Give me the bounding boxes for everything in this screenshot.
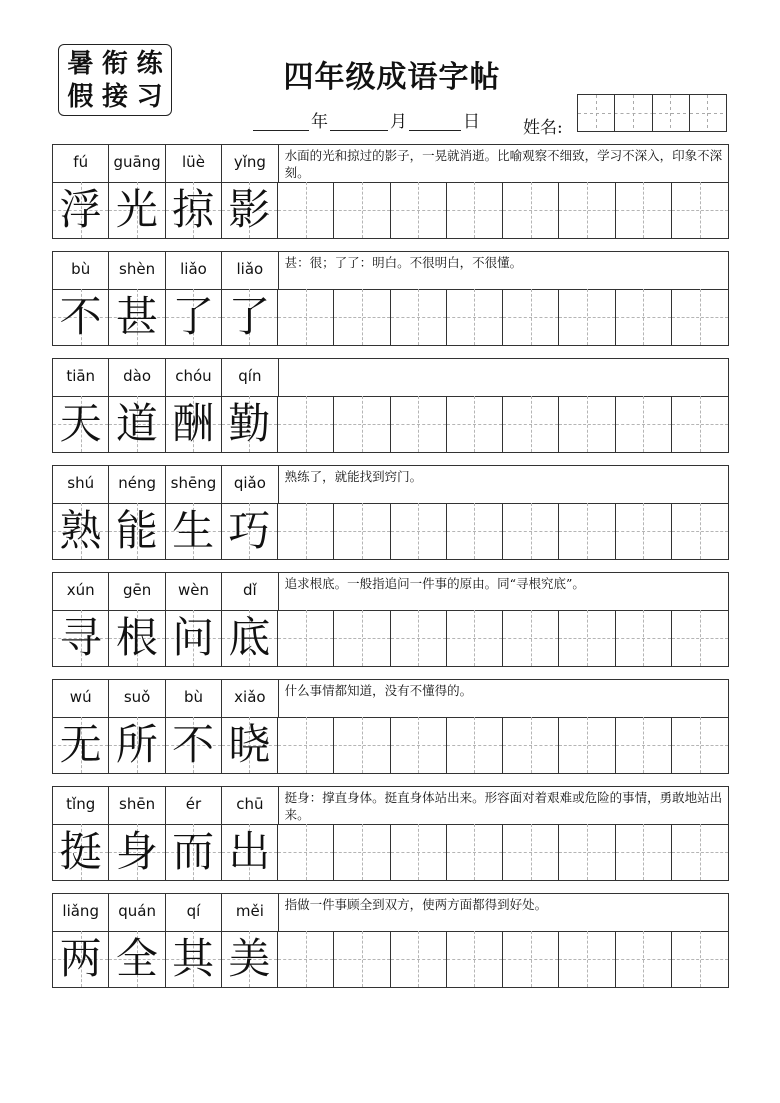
pinyin-cell: dào	[109, 359, 165, 396]
name-grid[interactable]	[577, 94, 727, 132]
badge-char: 练	[136, 48, 163, 79]
pinyin-cell: bù	[53, 252, 109, 289]
model-character: 了	[228, 292, 271, 341]
model-character: 寻	[59, 613, 102, 662]
pinyin-cell: dǐ	[222, 573, 278, 610]
practice-cell[interactable]	[391, 503, 447, 559]
model-character-cell	[222, 503, 278, 559]
character-row	[53, 931, 728, 987]
practice-cell[interactable]	[278, 289, 334, 345]
practice-cell[interactable]	[616, 503, 672, 559]
pinyin-cell: suǒ	[109, 680, 165, 717]
practice-cell[interactable]	[559, 717, 615, 773]
character-row	[53, 396, 728, 452]
practice-cell[interactable]	[616, 824, 672, 880]
practice-cell[interactable]	[334, 503, 390, 559]
pinyin-row	[53, 680, 728, 718]
model-character-cell	[109, 503, 165, 559]
model-character: 出	[228, 827, 271, 876]
model-character: 根	[115, 613, 158, 662]
model-character: 问	[172, 613, 215, 662]
model-character: 底	[228, 613, 271, 662]
practice-cell[interactable]	[278, 396, 334, 452]
idiom-meaning: 水面的光和掠过的影子，一晃就消逝。比喻观察不细致，学习不深入，印象不深刻。	[284, 148, 723, 180]
model-character: 天	[59, 399, 102, 448]
model-character: 无	[59, 720, 102, 769]
model-character: 其	[172, 934, 215, 983]
model-character-cell	[166, 289, 222, 345]
model-character-cell	[109, 182, 165, 238]
model-character: 所	[115, 720, 158, 769]
pinyin-cell: xiǎo	[222, 680, 278, 717]
pinyin-row	[53, 145, 728, 183]
model-character: 勤	[228, 399, 271, 448]
model-character-cell	[222, 717, 278, 773]
date-line	[253, 107, 482, 131]
pinyin-cell: guāng	[109, 145, 165, 182]
model-character-cell	[166, 717, 222, 773]
model-character-cell	[109, 824, 165, 880]
practice-cell[interactable]	[391, 182, 447, 238]
practice-cell[interactable]	[391, 610, 447, 666]
practice-cell[interactable]	[672, 396, 728, 452]
badge-char: 习	[136, 81, 163, 112]
character-row	[53, 824, 728, 880]
idiom-meaning: 指做一件事顾全到双方，使两方面都得到好处。	[284, 897, 548, 912]
idiom-meaning: 什么事情都知道，没有不懂得的。	[284, 683, 473, 698]
name-cell[interactable]	[578, 95, 614, 131]
practice-cell[interactable]	[559, 182, 615, 238]
practice-cell[interactable]	[334, 931, 390, 987]
practice-cell[interactable]	[503, 931, 559, 987]
practice-cell[interactable]	[447, 182, 503, 238]
pinyin-row	[53, 466, 728, 504]
idiom-block	[52, 144, 729, 239]
idiom-block	[52, 251, 729, 346]
practice-cell[interactable]	[616, 610, 672, 666]
practice-cell[interactable]	[278, 717, 334, 773]
model-character: 能	[115, 506, 158, 555]
model-character: 光	[115, 185, 158, 234]
practice-cell[interactable]	[391, 289, 447, 345]
idiom-meaning: 甚：很；了了：明白。不很明白，不很懂。	[284, 255, 523, 270]
idiom-block	[52, 786, 729, 881]
badge-char: 接	[101, 81, 128, 112]
pinyin-cell: qiǎo	[222, 466, 278, 503]
practice-cell[interactable]	[447, 931, 503, 987]
model-character-cell	[222, 931, 278, 987]
idiom-block	[52, 465, 729, 560]
practice-cell[interactable]	[503, 610, 559, 666]
model-character-cell	[222, 396, 278, 452]
character-row	[53, 610, 728, 666]
pinyin-cell: liǎo	[166, 252, 222, 289]
practice-cell[interactable]	[503, 503, 559, 559]
model-character-cell	[109, 610, 165, 666]
badge-char: 假	[67, 81, 94, 112]
pinyin-cell: yǐng	[222, 145, 278, 182]
pinyin-cell: xún	[53, 573, 109, 610]
model-character-cell	[53, 289, 109, 345]
practice-cell[interactable]	[447, 824, 503, 880]
character-row	[53, 289, 728, 345]
model-character: 晓	[228, 720, 271, 769]
idiom-block	[52, 572, 729, 667]
model-character: 甚	[115, 292, 158, 341]
name-cell[interactable]	[652, 95, 689, 131]
pinyin-cell: měi	[222, 894, 278, 931]
model-character: 而	[172, 827, 215, 876]
idiom-meaning	[279, 359, 728, 396]
character-row	[53, 182, 728, 238]
practice-cell[interactable]	[447, 610, 503, 666]
model-character-cell	[53, 503, 109, 559]
model-character-cell	[109, 396, 165, 452]
badge-char: 暑	[67, 48, 94, 79]
pinyin-cell: tiān	[53, 359, 109, 396]
model-character: 不	[172, 720, 215, 769]
practice-cell[interactable]	[616, 289, 672, 345]
practice-cell[interactable]	[559, 610, 615, 666]
practice-cell[interactable]	[447, 717, 503, 773]
idiom-meaning: 挺身：撑直身体。挺直身体站出来。形容面对着艰难或危险的事情，勇敢地站出来。	[284, 790, 723, 822]
practice-cell[interactable]	[672, 182, 728, 238]
practice-cell[interactable]	[391, 717, 447, 773]
practice-cell[interactable]	[616, 931, 672, 987]
pinyin-cell: néng	[109, 466, 165, 503]
idiom-block	[52, 893, 729, 988]
practice-cell[interactable]	[672, 503, 728, 559]
pinyin-row	[53, 359, 728, 397]
model-character-cell	[222, 824, 278, 880]
day-label: 日	[463, 112, 480, 132]
model-character: 全	[115, 934, 158, 983]
model-character-cell	[53, 931, 109, 987]
practice-cell[interactable]	[278, 610, 334, 666]
model-character-cell	[109, 717, 165, 773]
practice-cell[interactable]	[672, 289, 728, 345]
idiom-block	[52, 358, 729, 453]
model-character: 影	[228, 185, 271, 234]
day-blank[interactable]	[409, 129, 461, 131]
model-character-cell	[166, 610, 222, 666]
practice-cell[interactable]	[278, 931, 334, 987]
pinyin-cell: chóu	[166, 359, 222, 396]
practice-cell[interactable]	[503, 182, 559, 238]
model-character-cell	[53, 610, 109, 666]
practice-cell[interactable]	[503, 824, 559, 880]
model-character-cell	[53, 396, 109, 452]
pinyin-cell: shú	[53, 466, 109, 503]
model-character: 了	[172, 292, 215, 341]
pinyin-cell: qí	[166, 894, 222, 931]
pinyin-cell: shēn	[109, 787, 165, 824]
practice-cell[interactable]	[503, 396, 559, 452]
practice-cell[interactable]	[447, 503, 503, 559]
model-character-cell	[109, 931, 165, 987]
practice-cell[interactable]	[391, 396, 447, 452]
pinyin-cell: liǎo	[222, 252, 278, 289]
year-label: 年	[311, 112, 328, 132]
practice-cell[interactable]	[616, 396, 672, 452]
idiom-meaning: 追求根底。一般指追问一件事的原由。同“寻根究底”。	[284, 576, 585, 591]
model-character-cell	[166, 824, 222, 880]
model-character-cell	[222, 610, 278, 666]
name-cell[interactable]	[689, 95, 726, 131]
pinyin-cell: shēng	[166, 466, 222, 503]
pinyin-cell: wèn	[166, 573, 222, 610]
practice-cell[interactable]	[334, 717, 390, 773]
pinyin-cell: gēn	[109, 573, 165, 610]
practice-cell[interactable]	[559, 931, 615, 987]
model-character: 酬	[172, 399, 215, 448]
model-character: 生	[172, 506, 215, 555]
pinyin-row	[53, 252, 728, 290]
practice-cell[interactable]	[503, 289, 559, 345]
model-character: 挺	[59, 827, 102, 876]
character-row	[53, 503, 728, 559]
pinyin-cell: quán	[109, 894, 165, 931]
pinyin-cell: shèn	[109, 252, 165, 289]
practice-cell[interactable]	[672, 931, 728, 987]
practice-cell[interactable]	[447, 396, 503, 452]
model-character-cell	[222, 182, 278, 238]
practice-cell[interactable]	[278, 824, 334, 880]
model-character: 不	[59, 292, 102, 341]
practice-cell[interactable]	[559, 396, 615, 452]
model-character: 道	[115, 399, 158, 448]
model-character: 巧	[228, 506, 271, 555]
model-character-cell	[53, 717, 109, 773]
badge-char: 衔	[101, 48, 128, 79]
model-character: 掠	[172, 185, 215, 234]
pinyin-row	[53, 573, 728, 611]
pinyin-cell: liǎng	[53, 894, 109, 931]
month-label: 月	[390, 112, 407, 132]
model-character: 身	[115, 827, 158, 876]
practice-cell[interactable]	[278, 503, 334, 559]
practice-cell[interactable]	[447, 289, 503, 345]
model-character: 浮	[59, 185, 102, 234]
character-row	[53, 717, 728, 773]
model-character-cell	[222, 289, 278, 345]
name-cell[interactable]	[614, 95, 651, 131]
practice-cell[interactable]	[334, 182, 390, 238]
model-character-cell	[166, 182, 222, 238]
page-title: 四年级成语字帖	[283, 60, 501, 95]
idiom-meaning: 熟练了，就能找到窍门。	[284, 469, 423, 484]
model-character-cell	[109, 289, 165, 345]
name-label: 姓名:	[523, 118, 563, 138]
pinyin-cell: qín	[222, 359, 278, 396]
model-character: 美	[228, 934, 271, 983]
pinyin-cell: fú	[53, 145, 109, 182]
practice-cell[interactable]	[334, 824, 390, 880]
month-blank[interactable]	[330, 129, 388, 131]
practice-cell[interactable]	[334, 289, 390, 345]
model-character-cell	[166, 931, 222, 987]
practice-cell[interactable]	[334, 396, 390, 452]
year-blank[interactable]	[253, 129, 309, 131]
model-character: 熟	[59, 506, 102, 555]
practice-cell[interactable]	[616, 182, 672, 238]
pinyin-cell: ér	[166, 787, 222, 824]
pinyin-row	[53, 894, 728, 932]
pinyin-cell: bù	[166, 680, 222, 717]
practice-cell[interactable]	[672, 717, 728, 773]
practice-cell[interactable]	[503, 717, 559, 773]
pinyin-cell: lüè	[166, 145, 222, 182]
model-character-cell	[166, 503, 222, 559]
pinyin-cell: chū	[222, 787, 278, 824]
practice-cell[interactable]	[391, 931, 447, 987]
pinyin-row	[53, 787, 728, 825]
pinyin-cell: wú	[53, 680, 109, 717]
practice-cell[interactable]	[278, 182, 334, 238]
practice-cell[interactable]	[672, 824, 728, 880]
practice-cell[interactable]	[391, 824, 447, 880]
practice-cell[interactable]	[559, 824, 615, 880]
practice-cell[interactable]	[559, 289, 615, 345]
model-character-cell	[53, 182, 109, 238]
model-character-cell	[53, 824, 109, 880]
practice-cell[interactable]	[334, 610, 390, 666]
model-character: 两	[59, 934, 102, 983]
pinyin-cell: tǐng	[53, 787, 109, 824]
practice-cell[interactable]	[616, 717, 672, 773]
idiom-block	[52, 679, 729, 774]
practice-cell[interactable]	[672, 610, 728, 666]
practice-cell[interactable]	[559, 503, 615, 559]
model-character-cell	[166, 396, 222, 452]
summer-practice-badge	[58, 44, 172, 116]
